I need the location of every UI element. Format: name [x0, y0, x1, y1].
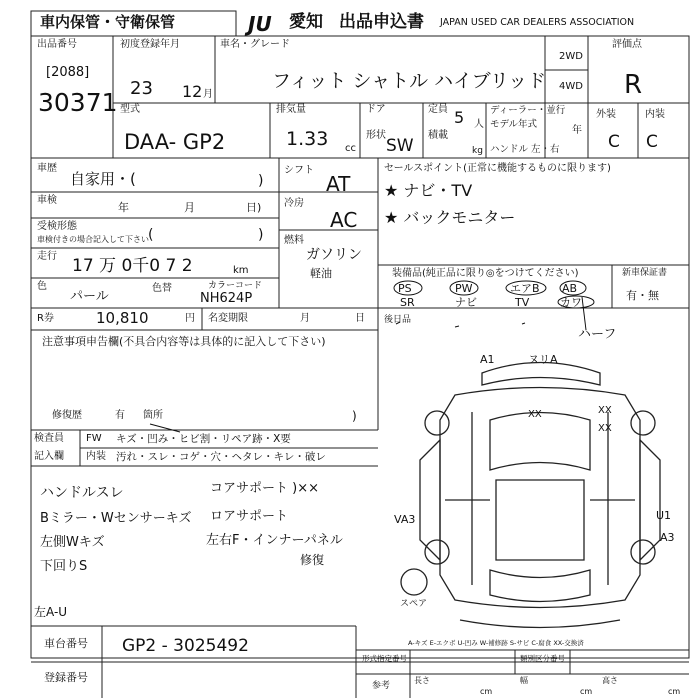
equipment-label: 装備品(純正品に限り◎をつけてください): [392, 268, 579, 279]
recycle-unit: 円: [185, 313, 195, 324]
exterior-label: 外装: [596, 109, 616, 120]
transfer-label: 受検形態: [37, 221, 77, 232]
interior-grade: C: [646, 132, 658, 152]
inspection-year: 年: [118, 201, 129, 214]
cooling-label: 冷房: [284, 198, 304, 209]
month-suffix: 月: [203, 89, 213, 100]
width-label: 幅: [520, 676, 528, 685]
inspection-day: 日): [246, 201, 262, 214]
inspection-month: 月: [184, 201, 195, 214]
remark-line: 下回りS: [40, 559, 88, 574]
height-unit: cm: [668, 687, 681, 696]
equipment-airbag: エアB: [510, 282, 540, 295]
chassis-number: GP2 - 3025492: [122, 636, 249, 656]
mileage-label: 走行: [37, 251, 57, 262]
displacement-value: 1.33: [286, 128, 329, 150]
registration-month: 12: [182, 82, 203, 101]
capacity-unit: 人: [474, 119, 484, 130]
damage-label: XX: [598, 405, 612, 416]
inspector-label: 検査員: [34, 433, 64, 444]
car-diagram: [401, 363, 660, 628]
remark-line: 左右F・インナーパネル: [206, 533, 343, 548]
interior-items: 汚れ・スレ・コゲ・穴・ヘタレ・キレ・破レ: [116, 451, 326, 463]
inspection-label: 車検: [37, 195, 57, 206]
damage-label: XX: [598, 423, 612, 434]
remark-line: コアサポート )××: [210, 481, 319, 496]
fuel-option: 軽油: [310, 267, 332, 280]
history-label: 車歴: [37, 163, 57, 174]
exterior-grade: C: [608, 132, 620, 152]
after-items-value: ハーフ: [578, 327, 617, 342]
load-label: 積載: [428, 130, 448, 141]
equipment-sr: SR: [400, 296, 415, 309]
vehicle-name: フィット シャトル ハイブリッド: [272, 70, 547, 92]
remark-line: ロアサポート: [210, 509, 289, 524]
frame-remark: 左A-U: [34, 605, 68, 619]
guarantee-label: 新車保証書: [622, 268, 668, 278]
chassis-label: 車台番号: [44, 637, 88, 650]
damage-label: A1: [480, 353, 495, 366]
drive-4wd: 4WD: [559, 81, 583, 92]
length-unit: cm: [480, 687, 493, 696]
shift-value: AT: [326, 172, 351, 196]
body-label: 形状: [366, 130, 386, 141]
history-close: ): [258, 173, 264, 189]
equipment-camera: カワ: [560, 296, 582, 309]
guarantee-value: 有・無: [626, 289, 659, 302]
association-name: JAPAN USED CAR DEALERS ASSOCIATION: [440, 17, 635, 28]
notes-label: 注意事項申告欄(不具合内容等は具体的に記入して下さい): [42, 335, 326, 348]
inspector-label-2: 記入欄: [34, 451, 64, 462]
repair-value: 有: [115, 410, 125, 421]
equipment-ps: PS: [398, 282, 412, 295]
remark-line: 修復: [300, 553, 325, 567]
first-registration-label: 初度登録年月: [120, 39, 180, 50]
listing-number-label: 出品番号: [37, 39, 77, 50]
after-items-label: 後日品: [384, 315, 412, 325]
sales-point-item: ★ ナビ・TV: [384, 181, 473, 200]
height-label: 高さ: [602, 676, 618, 685]
transfer-close: ): [258, 227, 264, 243]
load-unit: kg: [472, 146, 483, 156]
sales-points-label: セールスポイント(正常に機能するものに限ります): [384, 163, 611, 174]
color-code: NH624P: [200, 291, 253, 306]
model-code: DAA- GP2: [124, 130, 226, 154]
capacity-label: 定員: [428, 104, 448, 115]
lane-code: [2088]: [46, 65, 90, 80]
reference-label: 参考: [372, 681, 391, 691]
repair-label: 修復歴: [52, 410, 82, 421]
transfer-open: (: [148, 227, 154, 243]
fuel-value: ガソリン: [306, 247, 362, 263]
year-unit: 年: [572, 125, 582, 136]
width-unit: cm: [580, 687, 593, 696]
rating-score: R: [624, 70, 643, 100]
repair-place: 箇所: [143, 410, 163, 421]
equipment-tv: TV: [515, 296, 530, 309]
capacity-value: 5: [454, 108, 465, 127]
listing-number: 30371: [38, 88, 118, 117]
damage-label: U1: [656, 509, 672, 522]
interior-tag: 内装: [86, 451, 106, 462]
deadline-month: 月: [300, 313, 310, 324]
deadline-day: 日: [355, 313, 365, 324]
dealer-label: ディーラー・並行: [490, 105, 566, 116]
remark-line: Bミラー・Wセンサーキズ: [40, 511, 192, 526]
ju-logo: JU: [248, 12, 272, 36]
handle-label: ハンドル 左・右: [490, 144, 560, 155]
color-value: パール: [70, 289, 109, 304]
rating-label: 評価点: [612, 39, 642, 50]
registration-year: 23: [130, 78, 153, 99]
equipment-navi: ナビ: [455, 296, 477, 309]
registration-number-label: 登録番号: [44, 671, 88, 684]
recycle-value: 10,810: [96, 309, 149, 327]
damage-label: XX: [528, 409, 542, 420]
recycle-label: R券: [37, 313, 54, 324]
displacement-unit: cc: [345, 143, 356, 154]
drive-2wd: 2WD: [559, 51, 583, 62]
length-label: 長さ: [414, 676, 430, 685]
mileage-unit: km: [233, 265, 249, 276]
door-label: ドア: [366, 104, 386, 115]
classification-label: 類別区分番号: [520, 654, 565, 663]
equipment-pw: PW: [455, 282, 473, 295]
color-code-label: カラーコード: [208, 281, 263, 291]
sales-point-item: ★ バックモニター: [384, 208, 516, 227]
color-change-label: 色替: [152, 283, 172, 294]
model-label: 型式: [120, 104, 140, 115]
damage-legend: A-キズ E-エクボ U-凹み W-補修跡 S-サビ C-腐食 XX-交換済: [408, 639, 584, 647]
remark-line: ハンドルスレ: [40, 485, 124, 501]
damage-label: VA3: [394, 513, 416, 526]
shift-label: シフト: [284, 165, 314, 176]
repair-close: ): [352, 409, 357, 423]
body-type: SW: [386, 136, 414, 156]
interior-label: 内装: [645, 109, 665, 120]
exterior-tag: FW: [86, 433, 102, 444]
deadline-label: 名変期限: [208, 313, 248, 324]
storage-type-label: 車内保管・守衛保管: [40, 13, 176, 31]
cooling-value: AC: [330, 208, 358, 232]
vehicle-name-label: 車名・グレード: [220, 39, 290, 50]
transfer-note: 車検付きの場合記入して下さい: [37, 235, 149, 244]
spare-label: スペア: [400, 599, 428, 609]
history-value: 自家用・(: [70, 170, 136, 188]
exterior-items: キズ・凹み・ヒビ割・リペア跡・X要: [116, 433, 291, 445]
form-title: 出品申込書: [339, 12, 424, 32]
damage-label: A3: [660, 531, 675, 544]
fuel-label: 燃料: [284, 235, 304, 246]
equipment-ab: AB: [562, 282, 578, 295]
color-label: 色: [37, 281, 47, 292]
certification-label: 形式指定番号: [362, 654, 407, 663]
org-name: 愛知: [289, 12, 323, 32]
model-year-label: モデル年式: [490, 119, 538, 130]
displacement-label: 排気量: [276, 104, 306, 115]
mileage-value: 17 万 0千0 7 2: [72, 256, 193, 276]
remark-line: 左側Wキズ: [40, 535, 105, 550]
damage-label: ヌリA: [528, 353, 558, 366]
